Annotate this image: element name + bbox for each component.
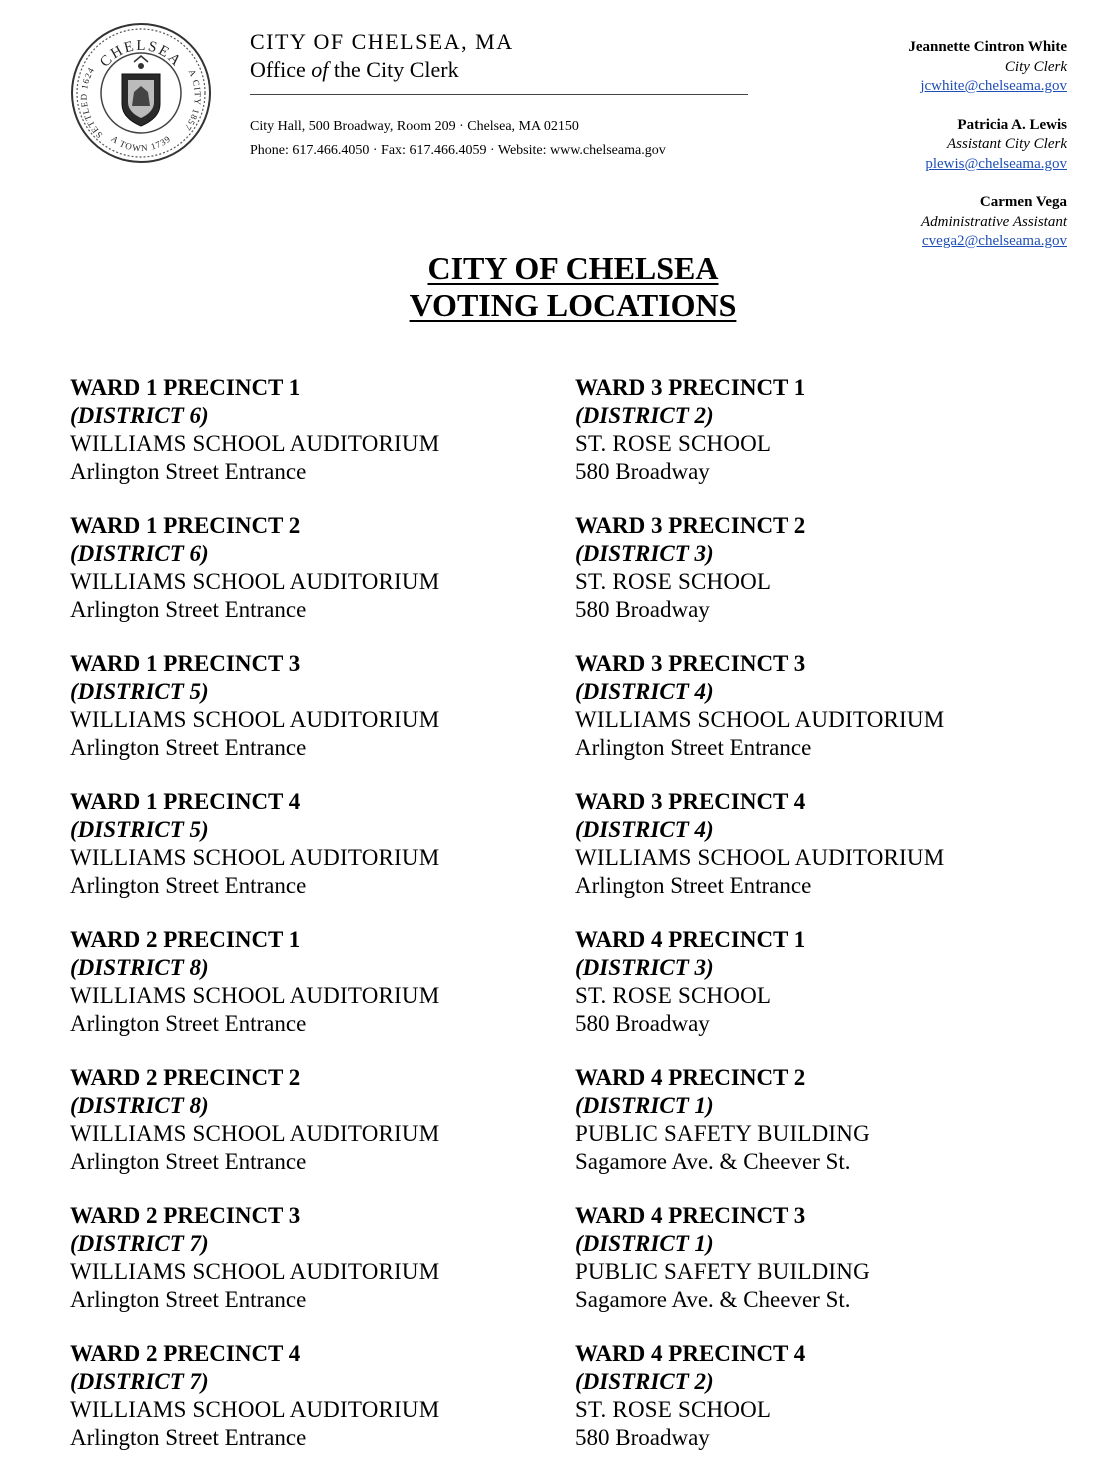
left-column xyxy=(70,374,550,1478)
venue-detail: Arlington Street Entrance xyxy=(575,873,812,898)
district-label: (DISTRICT 8) xyxy=(70,1093,209,1118)
precinct-entry xyxy=(575,1202,1055,1340)
staff-name: Jeannette Cintron White xyxy=(908,39,1067,55)
ward-precinct: WARD 1 PRECINCT 1 xyxy=(70,375,301,400)
district-label: (DISTRICT 5) xyxy=(70,679,209,704)
venue-detail: Arlington Street Entrance xyxy=(575,735,812,760)
venue-detail: Arlington Street Entrance xyxy=(70,735,307,760)
office-address: City Hall, 500 Broadway, Room 209 · Chelsea, MA 02150 xyxy=(250,119,579,134)
city-seal xyxy=(70,22,212,164)
ward-precinct: WARD 3 PRECINCT 1 xyxy=(575,375,806,400)
title-line-2: VOTING LOCATIONS xyxy=(409,287,737,323)
staff-title: Administrative Assistant xyxy=(921,213,1067,230)
precinct-entry xyxy=(70,1340,550,1478)
venue-name: WILLIAMS SCHOOL AUDITORIUM xyxy=(575,845,945,870)
seal-top-text: CHELSEA xyxy=(97,37,185,71)
district-label: (DISTRICT 8) xyxy=(70,955,209,980)
ward-precinct: WARD 1 PRECINCT 3 xyxy=(70,651,301,676)
ward-precinct: WARD 2 PRECINCT 3 xyxy=(70,1203,301,1228)
venue-detail: 580 Broadway xyxy=(575,459,710,484)
precinct-entry xyxy=(575,926,1055,1064)
venue-detail: Arlington Street Entrance xyxy=(70,1011,307,1036)
ward-precinct: WARD 2 PRECINCT 1 xyxy=(70,927,301,952)
staff-title: City Clerk xyxy=(1004,58,1067,75)
document-title xyxy=(0,250,1116,324)
district-label: (DISTRICT 4) xyxy=(575,817,714,842)
venue-detail: 580 Broadway xyxy=(575,1011,710,1036)
precinct-entry xyxy=(575,512,1055,650)
ward-precinct: WARD 2 PRECINCT 2 xyxy=(70,1065,301,1090)
venue-detail: Arlington Street Entrance xyxy=(70,1149,307,1174)
precinct-entry xyxy=(70,512,550,650)
seal-left-text: SETTLED 1624 xyxy=(78,65,105,141)
seal-bottom-text: A TOWN 1739 xyxy=(109,133,173,154)
district-label: (DISTRICT 6) xyxy=(70,403,209,428)
venue-name: PUBLIC SAFETY BUILDING xyxy=(575,1259,870,1284)
precinct-entry xyxy=(575,374,1055,512)
venue-name: PUBLIC SAFETY BUILDING xyxy=(575,1121,870,1146)
city-name: CITY OF CHELSEA, MA xyxy=(250,29,514,54)
venue-name: WILLIAMS SCHOOL AUDITORIUM xyxy=(70,569,440,594)
venue-name: WILLIAMS SCHOOL AUDITORIUM xyxy=(70,983,440,1008)
venue-name: WILLIAMS SCHOOL AUDITORIUM xyxy=(575,707,945,732)
staff-entry xyxy=(767,116,1067,175)
district-label: (DISTRICT 2) xyxy=(575,403,714,428)
office-header xyxy=(250,28,750,163)
precinct-entry xyxy=(575,650,1055,788)
precinct-entry xyxy=(70,926,550,1064)
ward-precinct: WARD 4 PRECINCT 2 xyxy=(575,1065,806,1090)
ward-precinct: WARD 4 PRECINCT 4 xyxy=(575,1341,806,1366)
district-label: (DISTRICT 6) xyxy=(70,541,209,566)
venue-detail: Arlington Street Entrance xyxy=(70,873,307,898)
right-column xyxy=(575,374,1055,1478)
precinct-entry xyxy=(575,1064,1055,1202)
venue-detail: 580 Broadway xyxy=(575,597,710,622)
district-label: (DISTRICT 2) xyxy=(575,1369,714,1394)
staff-email-link[interactable]: jcwhite@chelseama.gov xyxy=(920,78,1067,94)
staff-entry xyxy=(767,38,1067,97)
office-name: Office of the City Clerk xyxy=(250,57,459,82)
staff-name: Patricia A. Lewis xyxy=(957,116,1067,133)
district-label: (DISTRICT 7) xyxy=(70,1369,209,1394)
precinct-entry xyxy=(70,374,550,512)
ward-precinct: WARD 1 PRECINCT 2 xyxy=(70,513,301,538)
district-label: (DISTRICT 7) xyxy=(70,1231,209,1256)
venue-name: WILLIAMS SCHOOL AUDITORIUM xyxy=(70,1259,440,1284)
venue-name: WILLIAMS SCHOOL AUDITORIUM xyxy=(70,1397,440,1422)
venue-name: ST. ROSE SCHOOL xyxy=(575,1397,772,1422)
ward-precinct: WARD 4 PRECINCT 1 xyxy=(575,927,806,952)
venue-name: ST. ROSE SCHOOL xyxy=(575,569,772,594)
venue-name: ST. ROSE SCHOOL xyxy=(575,983,772,1008)
staff-name: Carmen Vega xyxy=(979,194,1067,210)
precinct-entry xyxy=(575,788,1055,926)
ward-precinct: WARD 2 PRECINCT 4 xyxy=(70,1341,301,1366)
staff-contacts xyxy=(767,38,1067,271)
venue-name: WILLIAMS SCHOOL AUDITORIUM xyxy=(70,431,440,456)
venue-name: WILLIAMS SCHOOL AUDITORIUM xyxy=(70,707,440,732)
district-label: (DISTRICT 4) xyxy=(575,679,714,704)
district-label: (DISTRICT 1) xyxy=(575,1093,714,1118)
venue-detail: Arlington Street Entrance xyxy=(70,1425,307,1450)
staff-email-link[interactable]: cvega2@chelseama.gov xyxy=(922,233,1067,249)
ward-precinct: WARD 4 PRECINCT 3 xyxy=(575,1203,806,1228)
district-label: (DISTRICT 5) xyxy=(70,817,209,842)
venue-detail: Arlington Street Entrance xyxy=(70,1287,307,1312)
venue-detail: Sagamore Ave. & Cheever St. xyxy=(575,1287,851,1312)
staff-email-link[interactable]: plewis@chelseama.gov xyxy=(925,155,1067,172)
ward-precinct: WARD 3 PRECINCT 4 xyxy=(575,789,806,814)
precinct-entry xyxy=(70,650,550,788)
ward-precinct: WARD 1 PRECINCT 4 xyxy=(70,789,301,814)
district-label: (DISTRICT 3) xyxy=(575,541,714,566)
precinct-entry xyxy=(70,1064,550,1202)
venue-name: ST. ROSE SCHOOL xyxy=(575,431,772,456)
venue-detail: 580 Broadway xyxy=(575,1425,710,1450)
district-label: (DISTRICT 3) xyxy=(575,955,714,980)
precinct-entry xyxy=(70,1202,550,1340)
precinct-entry xyxy=(575,1340,1055,1478)
seal-graphic xyxy=(70,22,212,164)
title-line-1: CITY OF CHELSEA xyxy=(427,250,719,286)
header-divider xyxy=(250,94,748,95)
staff-entry xyxy=(767,193,1067,252)
seal-right-text: A CITY 1857 xyxy=(182,67,203,133)
venue-detail: Arlington Street Entrance xyxy=(70,459,307,484)
venue-detail: Sagamore Ave. & Cheever St. xyxy=(575,1149,851,1174)
office-contact: Phone: 617.466.4050 · Fax: 617.466.4059 · Website: www.chelseama.gov xyxy=(250,143,666,158)
ward-precinct: WARD 3 PRECINCT 2 xyxy=(575,513,806,538)
precinct-entry xyxy=(70,788,550,926)
venue-detail: Arlington Street Entrance xyxy=(70,597,307,622)
ward-precinct: WARD 3 PRECINCT 3 xyxy=(575,651,806,676)
district-label: (DISTRICT 1) xyxy=(575,1231,714,1256)
staff-title: Assistant City Clerk xyxy=(947,136,1067,152)
venue-name: WILLIAMS SCHOOL AUDITORIUM xyxy=(70,1121,440,1146)
venue-name: WILLIAMS SCHOOL AUDITORIUM xyxy=(70,845,440,870)
